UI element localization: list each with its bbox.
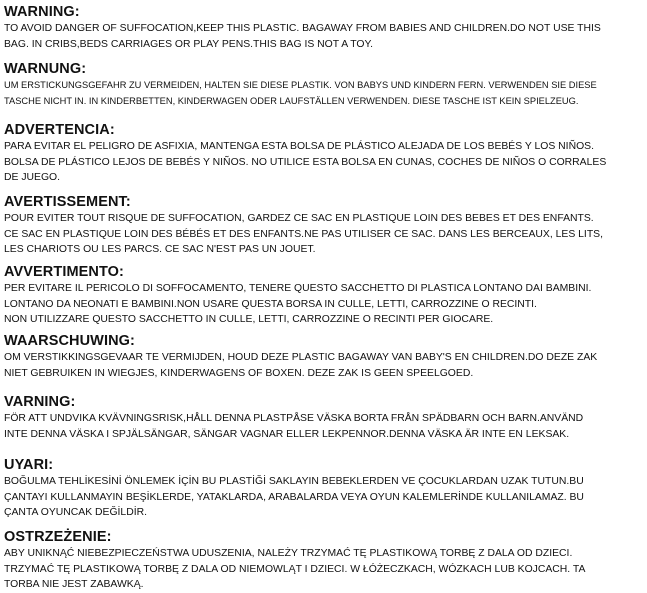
- section-text-line: LONTANO DA NEONATI E BAMBINI.NON USARE QUESTA BORSA IN CULLE, LETTI, CARROZZINE O RECINTI.: [4, 298, 537, 310]
- warning-section-german: [4, 61, 645, 109]
- section-text-line: CE SAC EN PLASTIQUE LOIN DES BÉBÉS ET DES ENFANTS.NE PAS UTILISER CE SAC. DANS LES BERCEAUX, LES LITS,: [4, 228, 603, 240]
- warning-section-dutch: [4, 333, 645, 381]
- section-heading: WARNING:: [4, 4, 80, 20]
- section-text-line: POUR EVITER TOUT RISQUE DE SUFFOCATION, GARDEZ CE SAC EN PLASTIQUE LOIN DES BEBES ET DES ENFANTS.: [4, 213, 594, 224]
- section-heading: UYARI:: [4, 457, 54, 473]
- section-text-line: BOLSA DE PLÁSTICO LEJOS DE BEBÉS Y NIÑOS. NO UTILICE ESTA BOLSA EN CUNAS, COCHES DE NIÑOS O CORRALES: [4, 156, 607, 168]
- section-text-line: UM ERSTICKUNGSGEFAHR ZU VERMEIDEN, HALTEN SIE DIESE PLASTIK. VON BABYS UND KINDERN FERN. VERWENDEN SIE DIESE: [4, 80, 597, 90]
- section-text-line: TASCHE NICHT IN. IN KINDERBETTEN, KINDERWAGEN ODER LAUFSTÄLLEN VERWENDEN. DIESE TASCHE IST KEIN SPIELZEUG.: [4, 95, 579, 106]
- section-text-line: PARA EVITAR EL PELIGRO DE ASFIXIA, MANTENGA ESTA BOLSA DE PLÁSTICO ALEJADA DE LOS BEBÉS Y LOS NIÑOS.: [4, 141, 594, 152]
- section-text-line: ABY UNIKNĄĆ NIEBEZPIECZEŃSTWA UDUSZENIA, NALEŻY TRZYMAĆ TĘ PLASTIKOWĄ TORBĘ Z DALA OD DZIECI.: [4, 548, 573, 559]
- section-heading: AVVERTIMENTO:: [4, 264, 124, 280]
- section-heading: OSTRZEŻENIE:: [4, 529, 112, 545]
- section-text-line: TORBA NIE JEST ZABAWKĄ.: [4, 579, 144, 590]
- section-text-line: TRZYMAĆ TĘ PLASTIKOWĄ TORBĘ Z DALA OD NIEMOWLĄT I DZIECI. W ŁÓŻECZKACH, WÓZKACH LUB KOJCACH. TA: [4, 563, 586, 575]
- section-text-line: PER EVITARE IL PERICOLO DI SOFFOCAMENTO, TENERE QUESTO SACCHETTO DI PLASTICA LONTANO DAI BAMBINI.: [4, 283, 592, 294]
- section-text-line: BOĞULMA TEHLİKESİNİ ÖNLEMEK İÇİN BU PLASTİĞİ SAKLAYIN BEBEKLERDEN VE ÇOCUKLARDAN UZAK TUTUN.BU: [4, 476, 584, 487]
- section-text-line: NIET GEBRUIKEN IN WIEGJES, KINDERWAGENS OF BOXEN. DEZE ZAK IS GEEN SPEELGOED.: [4, 367, 474, 379]
- warning-section-italian: [4, 264, 645, 328]
- section-heading: VARNING:: [4, 394, 76, 410]
- section-heading: ADVERTENCIA:: [4, 122, 115, 138]
- section-heading: AVERTISSEMENT:: [4, 194, 131, 210]
- section-text-line: DE JUEGO.: [4, 172, 61, 183]
- warning-section-swedish: [4, 394, 645, 442]
- section-heading: WARNUNG:: [4, 61, 87, 77]
- section-text-line: LES CHARIOTS OU LES PARCS. CE SAC N'EST PAS UN JOUET.: [4, 244, 316, 255]
- section-text-line: OM VERSTIKKINGSGEVAAR TE VERMIJDEN, HOUD DEZE PLASTIC BAGAWAY VAN BABY'S EN CHILDREN.DO DEZE ZAK: [4, 352, 598, 363]
- section-heading: WAARSCHUWING:: [4, 333, 135, 349]
- section-text-line: ÇANTA OYUNCAK DEĞİLDİR.: [4, 507, 147, 518]
- warning-section-french: [4, 194, 645, 258]
- section-text-line: NON UTILIZZARE QUESTO SACCHETTO IN CULLE, LETTI, CARROZZINE O RECINTI PER GIOCARE.: [4, 314, 494, 325]
- warning-section-polish: [4, 529, 645, 593]
- section-text-line: TO AVOID DANGER OF SUFFOCATION,KEEP THIS PLASTIC. BAGAWAY FROM BABIES AND CHILDREN.DO NOT USE THIS: [4, 23, 601, 34]
- section-text-line: BAG. IN CRIBS,BEDS CARRIAGES OR PLAY PENS.THIS BAG IS NOT A TOY.: [4, 38, 373, 50]
- warning-section-spanish: [4, 122, 645, 186]
- section-text-line: INTE DENNA VÄSKA I SPJÄLSÄNGAR, SÄNGAR VAGNAR ELLER LEKPENNOR.DENNA VÄSKA ÄR INTE EN LEKSAK.: [4, 428, 570, 440]
- section-text-line: ÇANTAYI KULLANMAYIN BEŞİKLERDE, YATAKLARDA, ARABALARDA VEYA OYUN KALEMLERİNDE KULLANILAMAZ. BU: [4, 491, 584, 503]
- section-text-line: FÖR ATT UNDVIKA KVÄVNINGSRISK,HÅLL DENNA PLASTPÅSE VÄSKA BORTA FRÅN SPÄDBARN OCH BARN.ANVÄND: [4, 413, 584, 424]
- warning-section-english: [4, 4, 645, 52]
- warning-section-turkish: [4, 457, 645, 521]
